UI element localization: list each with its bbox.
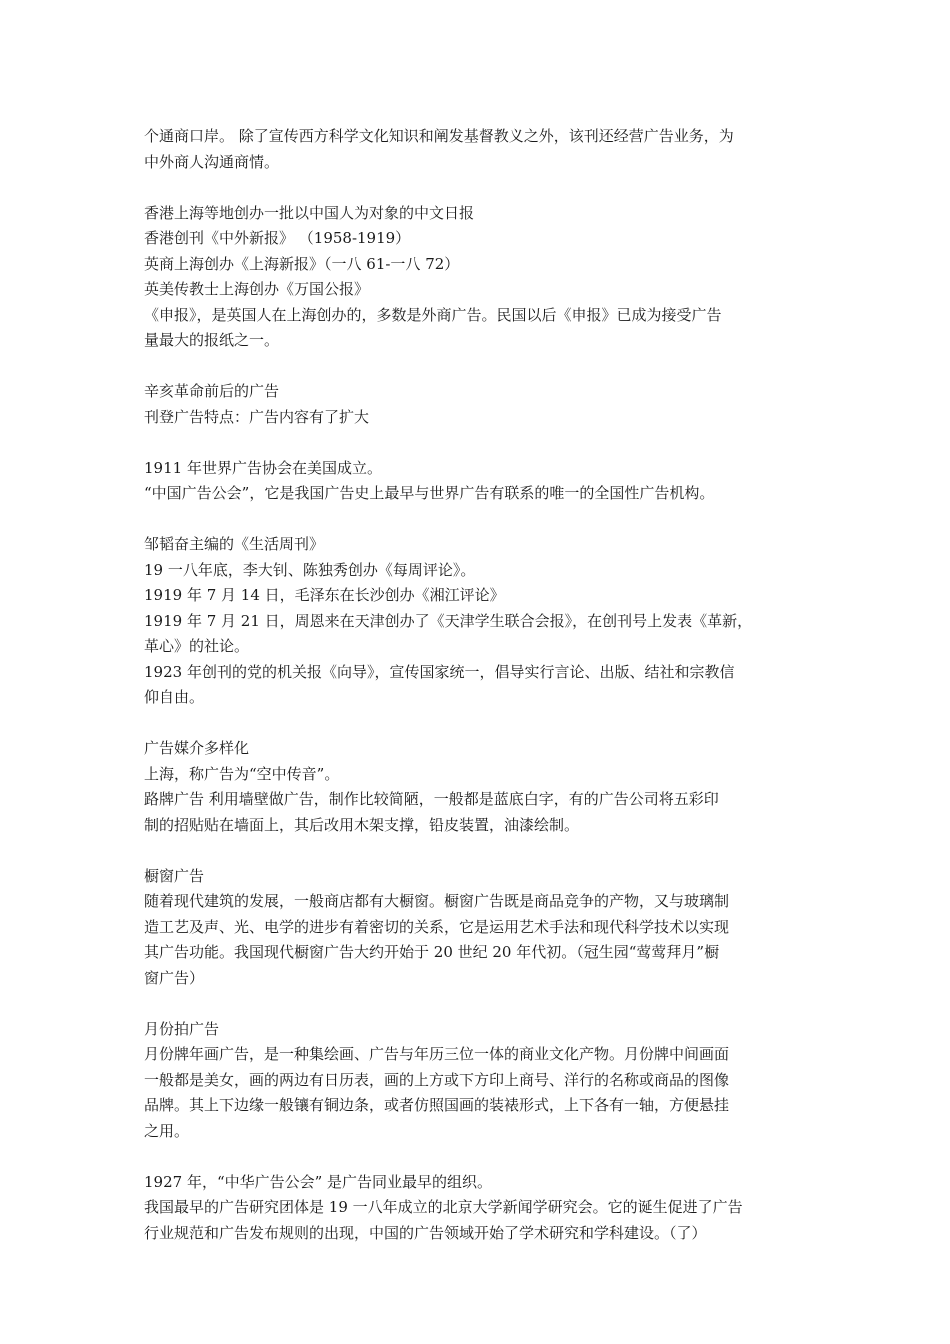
text-line: 随着现代建筑的发展，一般商店都有大橱窗。橱窗广告既是商品竞争的产物，又与玻璃制 [144, 892, 730, 910]
text-line: 刊登广告特点：广告内容有了扩大 [144, 407, 370, 426]
text-line: 造工艺及声、光、电学的进步有着密切的关系，它是运用艺术手法和现代科学技术以实现 [144, 917, 730, 936]
text-line: 《申报》，是英国人在上海创办的，多数是外商广告。民国以后《申报》已成为接受广告 [144, 305, 722, 324]
text-line: 我国最早的广告研究团体是 19 一八年成立的北京大学新闻学研究会。它的诞生促进了广告 [144, 1198, 743, 1216]
text-line: 路牌广告 利用墙壁做广告，制作比较简陋，一般都是蓝底白字，有的广告公司将五彩印 [144, 790, 719, 808]
text-line: 一般都是美女，画的两边有日历表，画的上方或下方印上商号、洋行的名称或商品的图像 [144, 1070, 730, 1089]
text-line: 邹韬奋主编的《生活周刊》 [144, 535, 325, 553]
text-line: 英美传教士上海创办《万国公报》 [144, 280, 370, 298]
text-line: 仰自由。 [144, 688, 205, 706]
text-line: 革心》的社论。 [144, 637, 250, 655]
text-line: 上海，称广告为“空中传音”。 [144, 764, 340, 783]
text-line: 个通商口岸。 除了宣传西方科学文化知识和阐发基督教义之外，该刊还经营广告业务，为 [144, 127, 734, 145]
text-line: 英商上海创办《上海新报》（一八 61-一八 72） [144, 254, 460, 273]
text-line: 1923 年创刊的党的机关报《向导》，宣传国家统一，倡导实行言论、出版、结社和宗教信 [144, 662, 735, 681]
text-line: 之用。 [144, 1121, 190, 1140]
paragraph-gap [144, 175, 810, 201]
text-line: 香港创刊《中外新报》 （1958-1919） [144, 229, 411, 247]
text-line: 制的招贴贴在墙面上，其后改用木架支撑，铅皮装置，油漆绘制。 [144, 815, 580, 834]
section-heading: 广告媒介多样化 [144, 739, 250, 757]
section-heading: 橱窗广告 [144, 866, 205, 885]
text-line: 行业规范和广告发布规则的出现，中国的广告领域开始了学术研究和学科建设。（了） [144, 1223, 707, 1242]
text-line: 窗广告） [144, 968, 205, 987]
text-line: 19 一八年底，李大钊、陈独秀创办《每周评论》。 [144, 560, 476, 579]
text-line: 其广告功能。我国现代橱窗广告大约开始于 20 世纪 20 年代初。（冠生园“莺莺拜月”橱 [144, 943, 720, 961]
document-body [144, 124, 810, 1246]
text-line: 1911 年世界广告协会在美国成立。 [144, 458, 382, 477]
text-line: 1919 年 7 月 21 日，周恩来在天津创办了《天津学生联合会报》，在创刊号上发表《革新， [144, 611, 753, 630]
paragraph-gap [144, 711, 810, 737]
paragraph-gap [144, 354, 810, 380]
paragraph-gap [144, 991, 810, 1017]
section-heading: 月份拍广告 [144, 1019, 220, 1038]
text-line: “中国广告公会”，它是我国广告史上最早与世界广告有联系的唯一的全国性广告机构。 [144, 484, 715, 502]
paragraph-gap [144, 507, 810, 533]
text-line: 月份牌年画广告，是一种集绘画、广告与年历三位一体的商业文化产物。月份牌中间画面 [144, 1045, 730, 1063]
text-line: 品牌。其上下边缘一般镶有铜边条，或者仿照国画的装裱形式，上下各有一轴，方便悬挂 [144, 1096, 730, 1114]
text-line: 香港上海等地创办一批以中国人为对象的中文日报 [144, 203, 475, 222]
text-line: 1927 年，“中华广告公会” 是广告同业最早的组织。 [144, 1172, 493, 1191]
paragraph-gap [144, 1144, 810, 1170]
text-line: 1919 年 7 月 14 日，毛泽东在长沙创办《湘江评论》 [144, 586, 505, 604]
paragraph-gap [144, 838, 810, 864]
text-line: 中外商人沟通商情。 [144, 152, 280, 171]
paragraph-gap [144, 430, 810, 456]
text-line: 量最大的报纸之一。 [144, 331, 280, 349]
section-heading: 辛亥革命前后的广告 [144, 382, 280, 400]
